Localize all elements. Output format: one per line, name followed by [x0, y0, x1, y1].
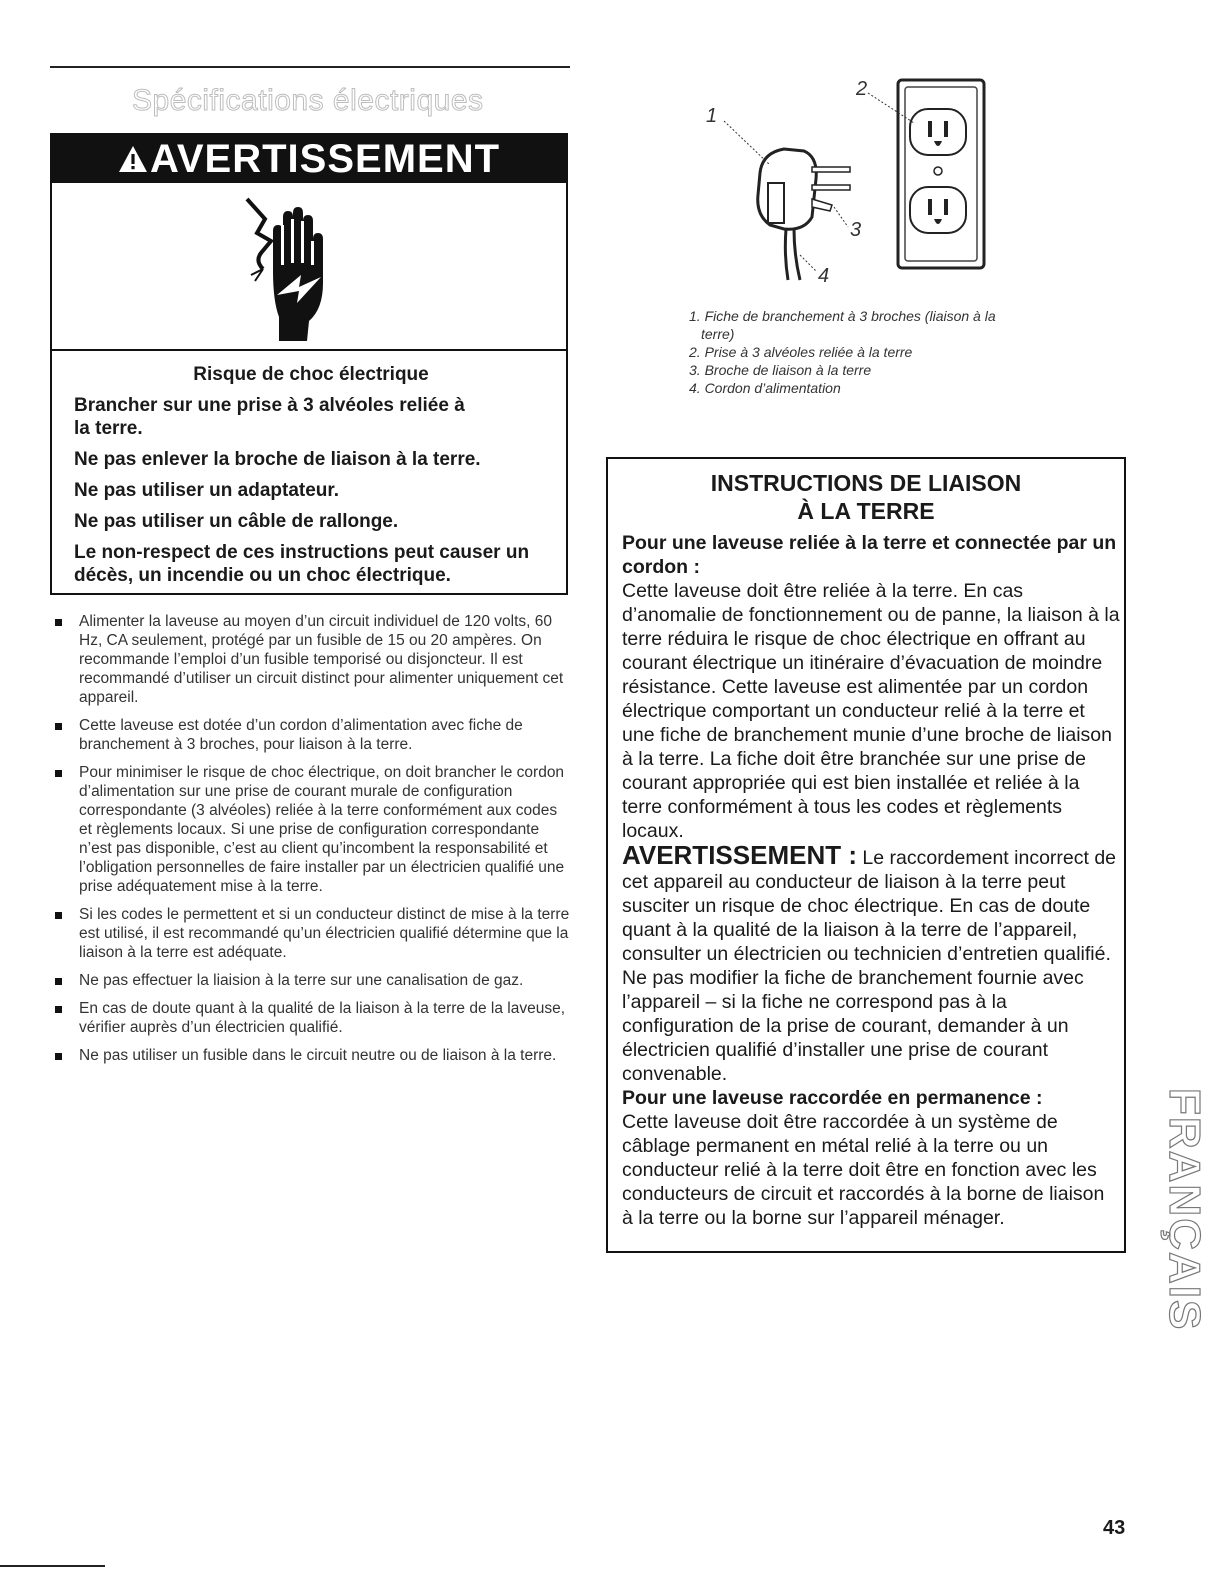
- warning-divider: [52, 349, 566, 351]
- list-item: Ne pas utiliser un fusible dans le circuit neutre ou de liaison à la terre.: [50, 1046, 570, 1065]
- subheading-permanent: Pour une laveuse raccordée en permanence :: [622, 1087, 1043, 1109]
- legend-item-1-cont: terre): [701, 326, 735, 342]
- paragraph: Cette laveuse doit être raccordée à un système de câblage permanent en métal relié à la terre ou un conducteur relié à la terre doit être en fonction avec les conducteurs de circuit et raccordés à la borne de liaison à la terre ou la borne sur l’appareil ménager.: [622, 1111, 1105, 1229]
- grounding-instructions-box: [606, 457, 1126, 1253]
- warning-paragraph: [622, 840, 1120, 966]
- language-tab-label: [1158, 1088, 1209, 1348]
- warning-line: Le non-respect de ces instructions peut causer un décès, un incendie ou un choc électrique.: [74, 542, 530, 586]
- paragraph: Cette laveuse doit être reliée à la terre. En cas d’anomalie de fonctionnement ou de panne, la liaison à la terre réduira le risque de choc électrique en offrant au courant électrique un itinéraire d’évacuation de moindre résistance. Cette laveuse est alimentée par un cordon électrique comportant un conducteur relié à la terre et une fiche de branchement munie d’une broche de liaison à la terre. La fiche doit être branchée sur une prise de courant appropriée qui est bien installée et reliée à la terre conformément à tous les codes et règlements locaux.: [622, 580, 1120, 842]
- electric-shock-hand-icon: [237, 191, 357, 351]
- plug-and-outlet-illustration: [700, 75, 1000, 290]
- shock-hazard-icon-area: [52, 183, 566, 349]
- legend-item-3: 3. Broche de liaison à la terre: [689, 362, 872, 378]
- warning-box: [50, 133, 568, 595]
- instructions-body: [622, 531, 1120, 1230]
- bullet-square-icon: [55, 723, 62, 730]
- section-title: Spécifications électriques: [132, 84, 484, 117]
- warning-line: Brancher sur une prise à 3 alvéoles reliée à la terre.: [74, 395, 465, 439]
- footer-rule: [0, 1565, 105, 1567]
- warning-line: Ne pas enlever la broche de liaison à la terre.: [74, 449, 481, 470]
- diagram-label-2: 2: [856, 78, 868, 100]
- page-number: 43: [1103, 1517, 1126, 1539]
- list-item: En cas de doute quant à la qualité de la liaison à la terre de la laveuse, vérifier auprès d’un électricien qualifié.: [50, 999, 570, 1037]
- bullet-square-icon: [55, 978, 62, 985]
- warning-label: AVERTISSEMENT :: [622, 840, 857, 870]
- warning-body: Le raccordement incorrect de cet appareil au conducteur de liaison à la terre peut susciter un risque de choc électrique. En cas de doute quant à la qualité de la liaison à la terre de l’appareil, consulter un électricien ou technicien d’entretien qualifié.: [622, 847, 1117, 965]
- language-tab-text: FRANÇAIS: [1160, 1088, 1209, 1332]
- risk-title: Risque de choc électrique: [193, 364, 429, 385]
- legend-item-4: 4. Cordon d’alimentation: [689, 380, 841, 396]
- legend-item-2: 2. Prise à 3 alvéoles reliée à la terre: [689, 344, 913, 360]
- bullet-square-icon: [55, 1006, 62, 1013]
- bullet-square-icon: [55, 619, 62, 626]
- warning-header-text: AVERTISSEMENT: [149, 136, 501, 181]
- header-rule: [50, 66, 570, 68]
- diagram-legend: [689, 307, 1049, 397]
- requirements-list: [50, 612, 570, 1074]
- warning-header: [52, 135, 566, 183]
- warning-line: Ne pas utiliser un adaptateur.: [74, 480, 340, 501]
- warning-text: [74, 363, 548, 595]
- warning-triangle-icon: [118, 144, 148, 174]
- subheading-cord: Pour une laveuse reliée à la terre et connectée par un cordon :: [622, 532, 1117, 578]
- diagram-label-3: 3: [850, 219, 862, 241]
- list-item: Cette laveuse est dotée d’un cordon d’alimentation avec fiche de branchement à 3 broches, pour liaison à la terre.: [50, 716, 570, 754]
- list-item: Alimenter la laveuse au moyen d’un circuit individuel de 120 volts, 60 Hz, CA seulement, protégé par un fusible de 15 ou 20 ampères. On recommande l’emploi d’un fusible temporisé ou disjoncteur. Il est recommandé d’utiliser un circuit distinct pour alimenter uniquement cet appareil.: [50, 612, 570, 707]
- plug-outlet-diagram: [700, 75, 1000, 290]
- diagram-label-4: 4: [818, 265, 830, 287]
- list-item: Pour minimiser le risque de choc électrique, on doit brancher le cordon d’alimentation sur une prise de courant murale de configuration correspondante (3 alvéoles) reliée à la terre conformément aux codes et règlements locaux. Si une prise de configuration correspondante n’est pas disponible, c’est au client qu’incombent la responsabilité et l’obligation personnelles de faire installer par un électricien qualifié une prise adéquatement mise à la terre.: [50, 763, 570, 896]
- bullet-square-icon: [55, 912, 62, 919]
- paragraph: Ne pas modifier la fiche de branchement fournie avec l’appareil – si la fiche ne correspond pas à la configuration de la prise de courant, demander à un électricien qualifié d’installer une prise de courant convenable.: [622, 967, 1084, 1085]
- instructions-title: INSTRUCTIONS DE LIAISON À LA TERRE: [710, 470, 1022, 524]
- diagram-label-1: 1: [706, 105, 718, 127]
- legend-item-1: 1. Fiche de branchement à 3 broches (liaison à la: [689, 308, 996, 324]
- list-item: Ne pas effectuer la liaision à la terre sur une canalisation de gaz.: [50, 971, 570, 990]
- warning-line: Ne pas utiliser un câble de rallonge.: [74, 511, 399, 532]
- bullet-square-icon: [55, 1053, 62, 1060]
- bullet-square-icon: [55, 770, 62, 777]
- list-item: Si les codes le permettent et si un conducteur distinct de mise à la terre est utilisé, il est recommandé qu’un électricien qualifié détermine que la liaison à la terre est adéquate.: [50, 905, 570, 962]
